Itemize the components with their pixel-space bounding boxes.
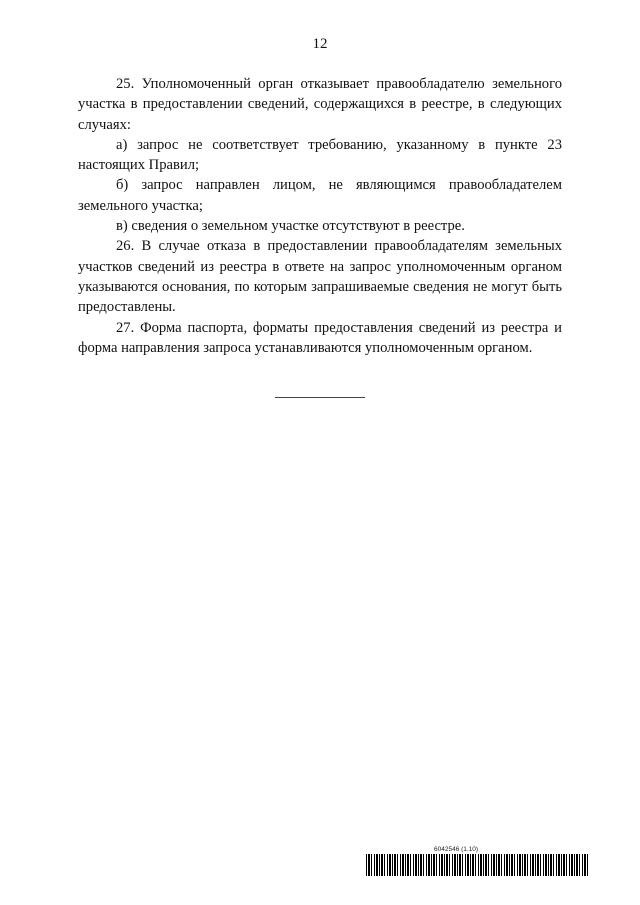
- paragraph-25-item-v: в) сведения о земельном участке отсутствуют в реестре.: [116, 218, 465, 235]
- page-number: 12: [312, 36, 328, 52]
- barcode-icon: [366, 854, 588, 876]
- barcode-label: 6042546 (1.10): [434, 846, 479, 853]
- paragraph-27: 27. Форма паспорта, форматы предоставления сведений из реестра и форма направления запроса устанавливаются уполномоченным органом.: [78, 319, 562, 356]
- paragraph-25-item-b: б) запрос направлен лицом, не являющимся правообладателем земельного участка;: [78, 177, 562, 214]
- paragraph-25: 25. Уполномоченный орган отказывает правообладателю земельного участка в предоставлении сведений, содержащихся в реестре, в следующих случаях:: [78, 76, 562, 133]
- paragraph-26: 26. В случае отказа в предоставлении правообладателям земельных участков сведений из реестра в ответе на запрос уполномоченным органом указываются основания, по которым запрашиваемые сведения не могут быть предоставлены.: [78, 238, 562, 316]
- document-body: [78, 74, 562, 358]
- barcode: [366, 846, 588, 876]
- paragraph-25-item-a: а) запрос не соответствует требованию, указанному в пункте 23 настоящих Правил;: [78, 136, 562, 174]
- end-of-text-rule: [275, 397, 365, 398]
